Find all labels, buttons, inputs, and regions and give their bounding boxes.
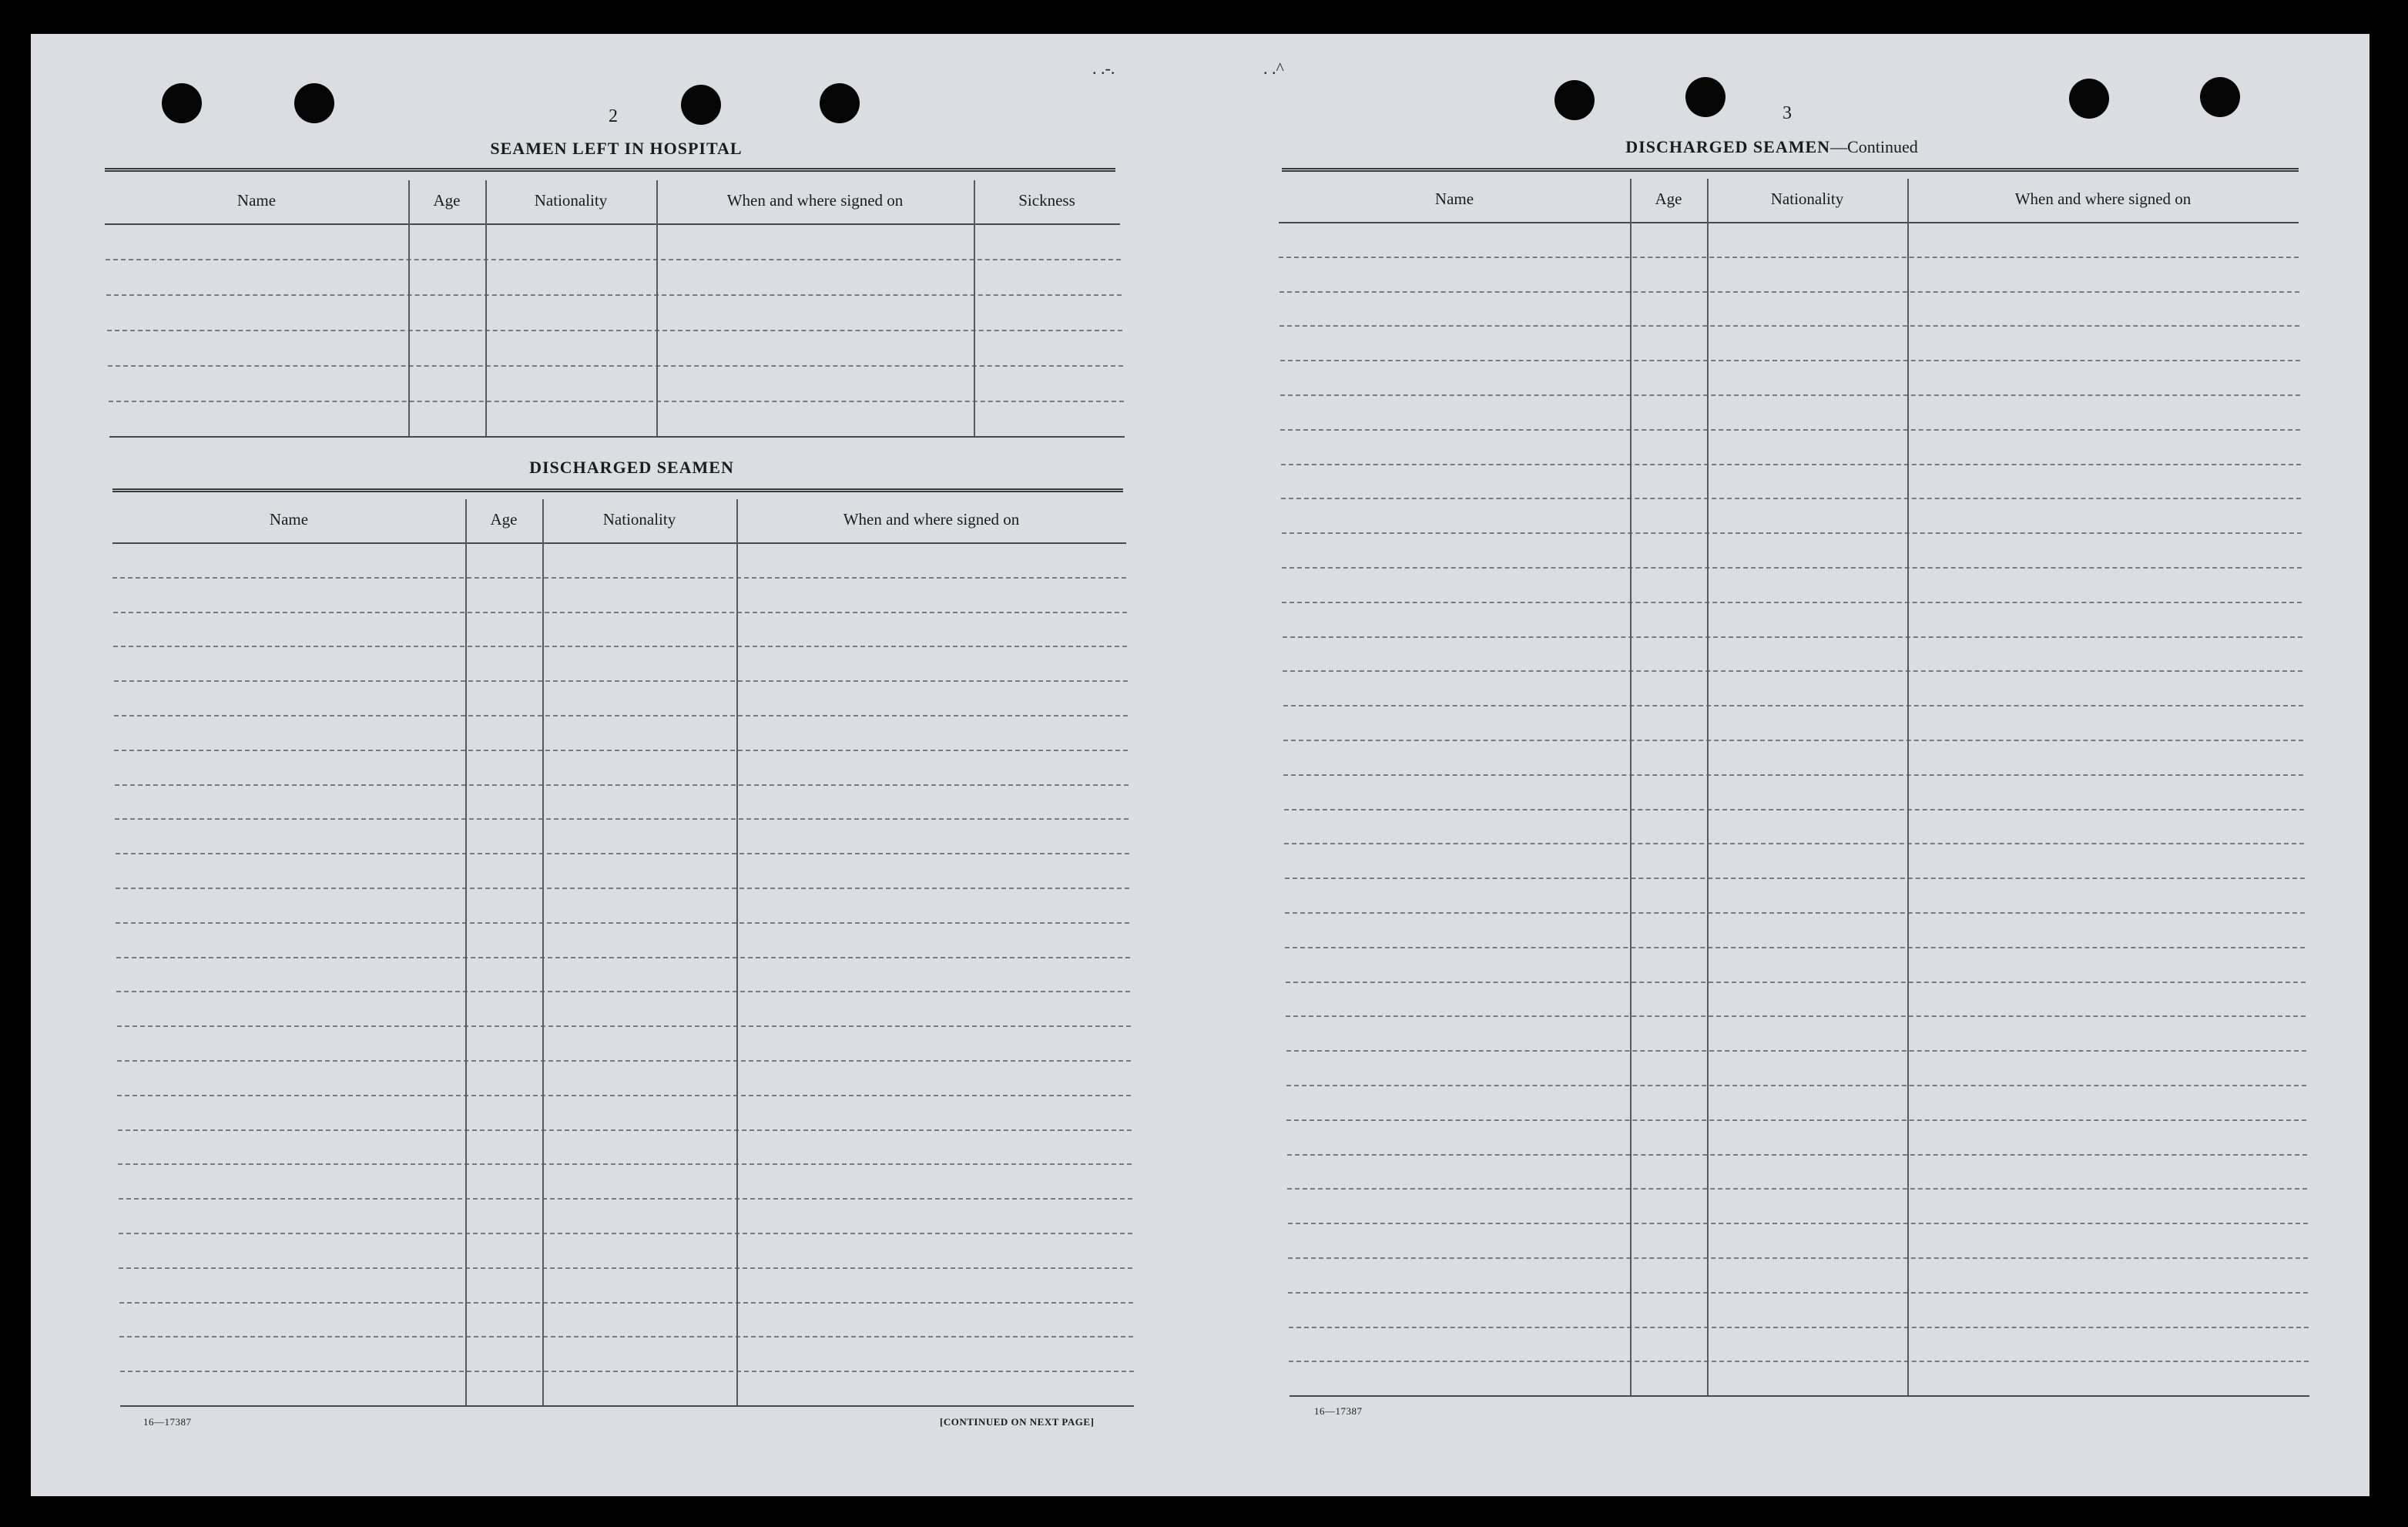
column-divider	[1907, 179, 1909, 1395]
discharged-table-top-rule	[112, 488, 1123, 492]
blank-row-line	[116, 957, 1130, 958]
form-number-right: 16—17387	[1314, 1405, 1363, 1417]
punch-hole	[1554, 80, 1595, 120]
column-header: Nationality	[602, 510, 676, 529]
table-bottom-rule	[120, 1405, 1134, 1407]
continued-section-title	[1502, 137, 2041, 157]
blank-row-line	[119, 1336, 1133, 1337]
blank-row-line	[1283, 740, 2303, 741]
table-bottom-rule	[1290, 1395, 2309, 1397]
blank-row-line	[119, 1302, 1133, 1304]
blank-row-line	[106, 259, 1121, 260]
column-divider	[485, 180, 487, 436]
hospital-table-top-rule	[105, 168, 1115, 172]
edge-mark: . .^	[1263, 59, 1284, 78]
blank-row-line	[119, 1198, 1132, 1200]
continued-table-top-rule	[1282, 168, 2299, 172]
column-header: Age	[1655, 190, 1682, 208]
blank-row-line	[114, 715, 1128, 717]
blank-row-line	[1281, 498, 2301, 499]
blank-row-line	[115, 784, 1129, 786]
blank-row-line	[1284, 809, 2304, 810]
column-divider	[736, 499, 738, 1405]
blank-row-line	[118, 1129, 1132, 1131]
column-divider	[1707, 179, 1709, 1395]
blank-row-line	[114, 750, 1128, 751]
blank-row-line	[115, 818, 1129, 820]
column-divider	[1630, 179, 1632, 1395]
column-header: When and where signed on	[2014, 190, 2192, 208]
blank-row-line	[1286, 1085, 2306, 1086]
blank-row-line	[1286, 1015, 2306, 1017]
discharged-section-title: DISCHARGED SEAMEN	[529, 458, 734, 477]
blank-row-line	[107, 330, 1122, 331]
column-header: Name	[269, 510, 309, 529]
blank-row-line	[114, 680, 1128, 682]
column-divider	[465, 499, 467, 1405]
punch-hole	[2200, 77, 2240, 117]
blank-row-line	[1283, 705, 2303, 706]
blank-row-line	[1285, 912, 2305, 914]
blank-row-line	[1279, 325, 2299, 327]
continued-section-title-main: DISCHARGED SEAMEN	[1625, 137, 1831, 156]
blank-row-line	[116, 853, 1129, 854]
blank-row-line	[1280, 394, 2300, 396]
blank-row-line	[117, 1025, 1131, 1027]
blank-row-line	[119, 1233, 1132, 1234]
blank-row-line	[1283, 774, 2303, 776]
blank-row-line	[1283, 636, 2302, 638]
blank-row-line	[119, 1267, 1132, 1269]
blank-row-line	[1286, 1050, 2306, 1052]
header-rule	[1279, 222, 2299, 223]
blank-row-line	[116, 922, 1129, 924]
column-header: Nationality	[534, 191, 608, 210]
edge-mark: . .-.	[1092, 59, 1115, 78]
continued-note: [CONTINUED ON NEXT PAGE]	[940, 1416, 1095, 1428]
form-number-left: 16—17387	[143, 1416, 192, 1428]
blank-row-line	[116, 991, 1130, 992]
column-divider	[656, 180, 658, 436]
blank-row-line	[118, 1163, 1132, 1165]
blank-row-line	[1281, 464, 2301, 465]
blank-row-line	[1282, 567, 2302, 569]
blank-row-line	[112, 577, 1126, 579]
column-header: Sickness	[1018, 191, 1075, 210]
blank-row-line	[1288, 1292, 2308, 1294]
blank-row-line	[1288, 1223, 2308, 1224]
blank-row-line	[1289, 1361, 2309, 1362]
blank-row-line	[1288, 1257, 2308, 1259]
blank-row-line	[1282, 602, 2302, 603]
blank-row-line	[1286, 1119, 2306, 1121]
column-divider	[974, 180, 975, 436]
table-bottom-rule	[109, 436, 1125, 438]
column-header: When and where signed on	[843, 510, 1020, 529]
blank-row-line	[113, 612, 1127, 613]
blank-row-line	[1283, 670, 2302, 672]
column-divider	[542, 499, 544, 1405]
blank-row-line	[1279, 257, 2299, 258]
page-number-left: 2	[609, 106, 618, 126]
blank-row-line	[1289, 1327, 2309, 1328]
punch-hole	[820, 83, 860, 123]
column-header: Name	[236, 191, 277, 210]
continued-section-title-suffix: —Continued	[1830, 137, 1918, 156]
blank-row-line	[1280, 360, 2300, 361]
blank-row-line	[1285, 878, 2305, 879]
punch-hole	[1685, 77, 1726, 117]
blank-row-line	[1287, 1154, 2307, 1156]
hospital-section-title: SEAMEN LEFT IN HOSPITAL	[490, 139, 743, 158]
blank-row-line	[106, 294, 1122, 296]
blank-row-line	[1286, 982, 2306, 983]
blank-row-line	[1284, 843, 2304, 844]
blank-row-line	[117, 1095, 1131, 1096]
column-divider	[408, 180, 410, 436]
column-header: Age	[433, 191, 461, 210]
punch-hole	[2069, 79, 2109, 119]
blank-row-line	[108, 365, 1123, 367]
column-header: Nationality	[1770, 190, 1844, 208]
blank-row-line	[113, 646, 1127, 647]
column-header: Age	[490, 510, 518, 529]
document-sheet	[31, 34, 2369, 1496]
column-header: Name	[1434, 190, 1474, 208]
blank-row-line	[120, 1371, 1134, 1372]
blank-row-line	[1285, 947, 2305, 948]
blank-row-line	[116, 888, 1129, 889]
blank-row-line	[1287, 1188, 2307, 1190]
punch-hole	[162, 83, 202, 123]
blank-row-line	[117, 1060, 1131, 1062]
blank-row-line	[109, 401, 1124, 402]
column-header: When and where signed on	[726, 191, 904, 210]
blank-row-line	[1282, 532, 2302, 534]
header-rule	[105, 223, 1120, 225]
blank-row-line	[1280, 429, 2300, 431]
punch-hole	[681, 85, 721, 125]
blank-row-line	[1279, 291, 2299, 293]
punch-hole	[294, 83, 334, 123]
page-number-right: 3	[1783, 103, 1792, 123]
header-rule	[112, 542, 1126, 544]
